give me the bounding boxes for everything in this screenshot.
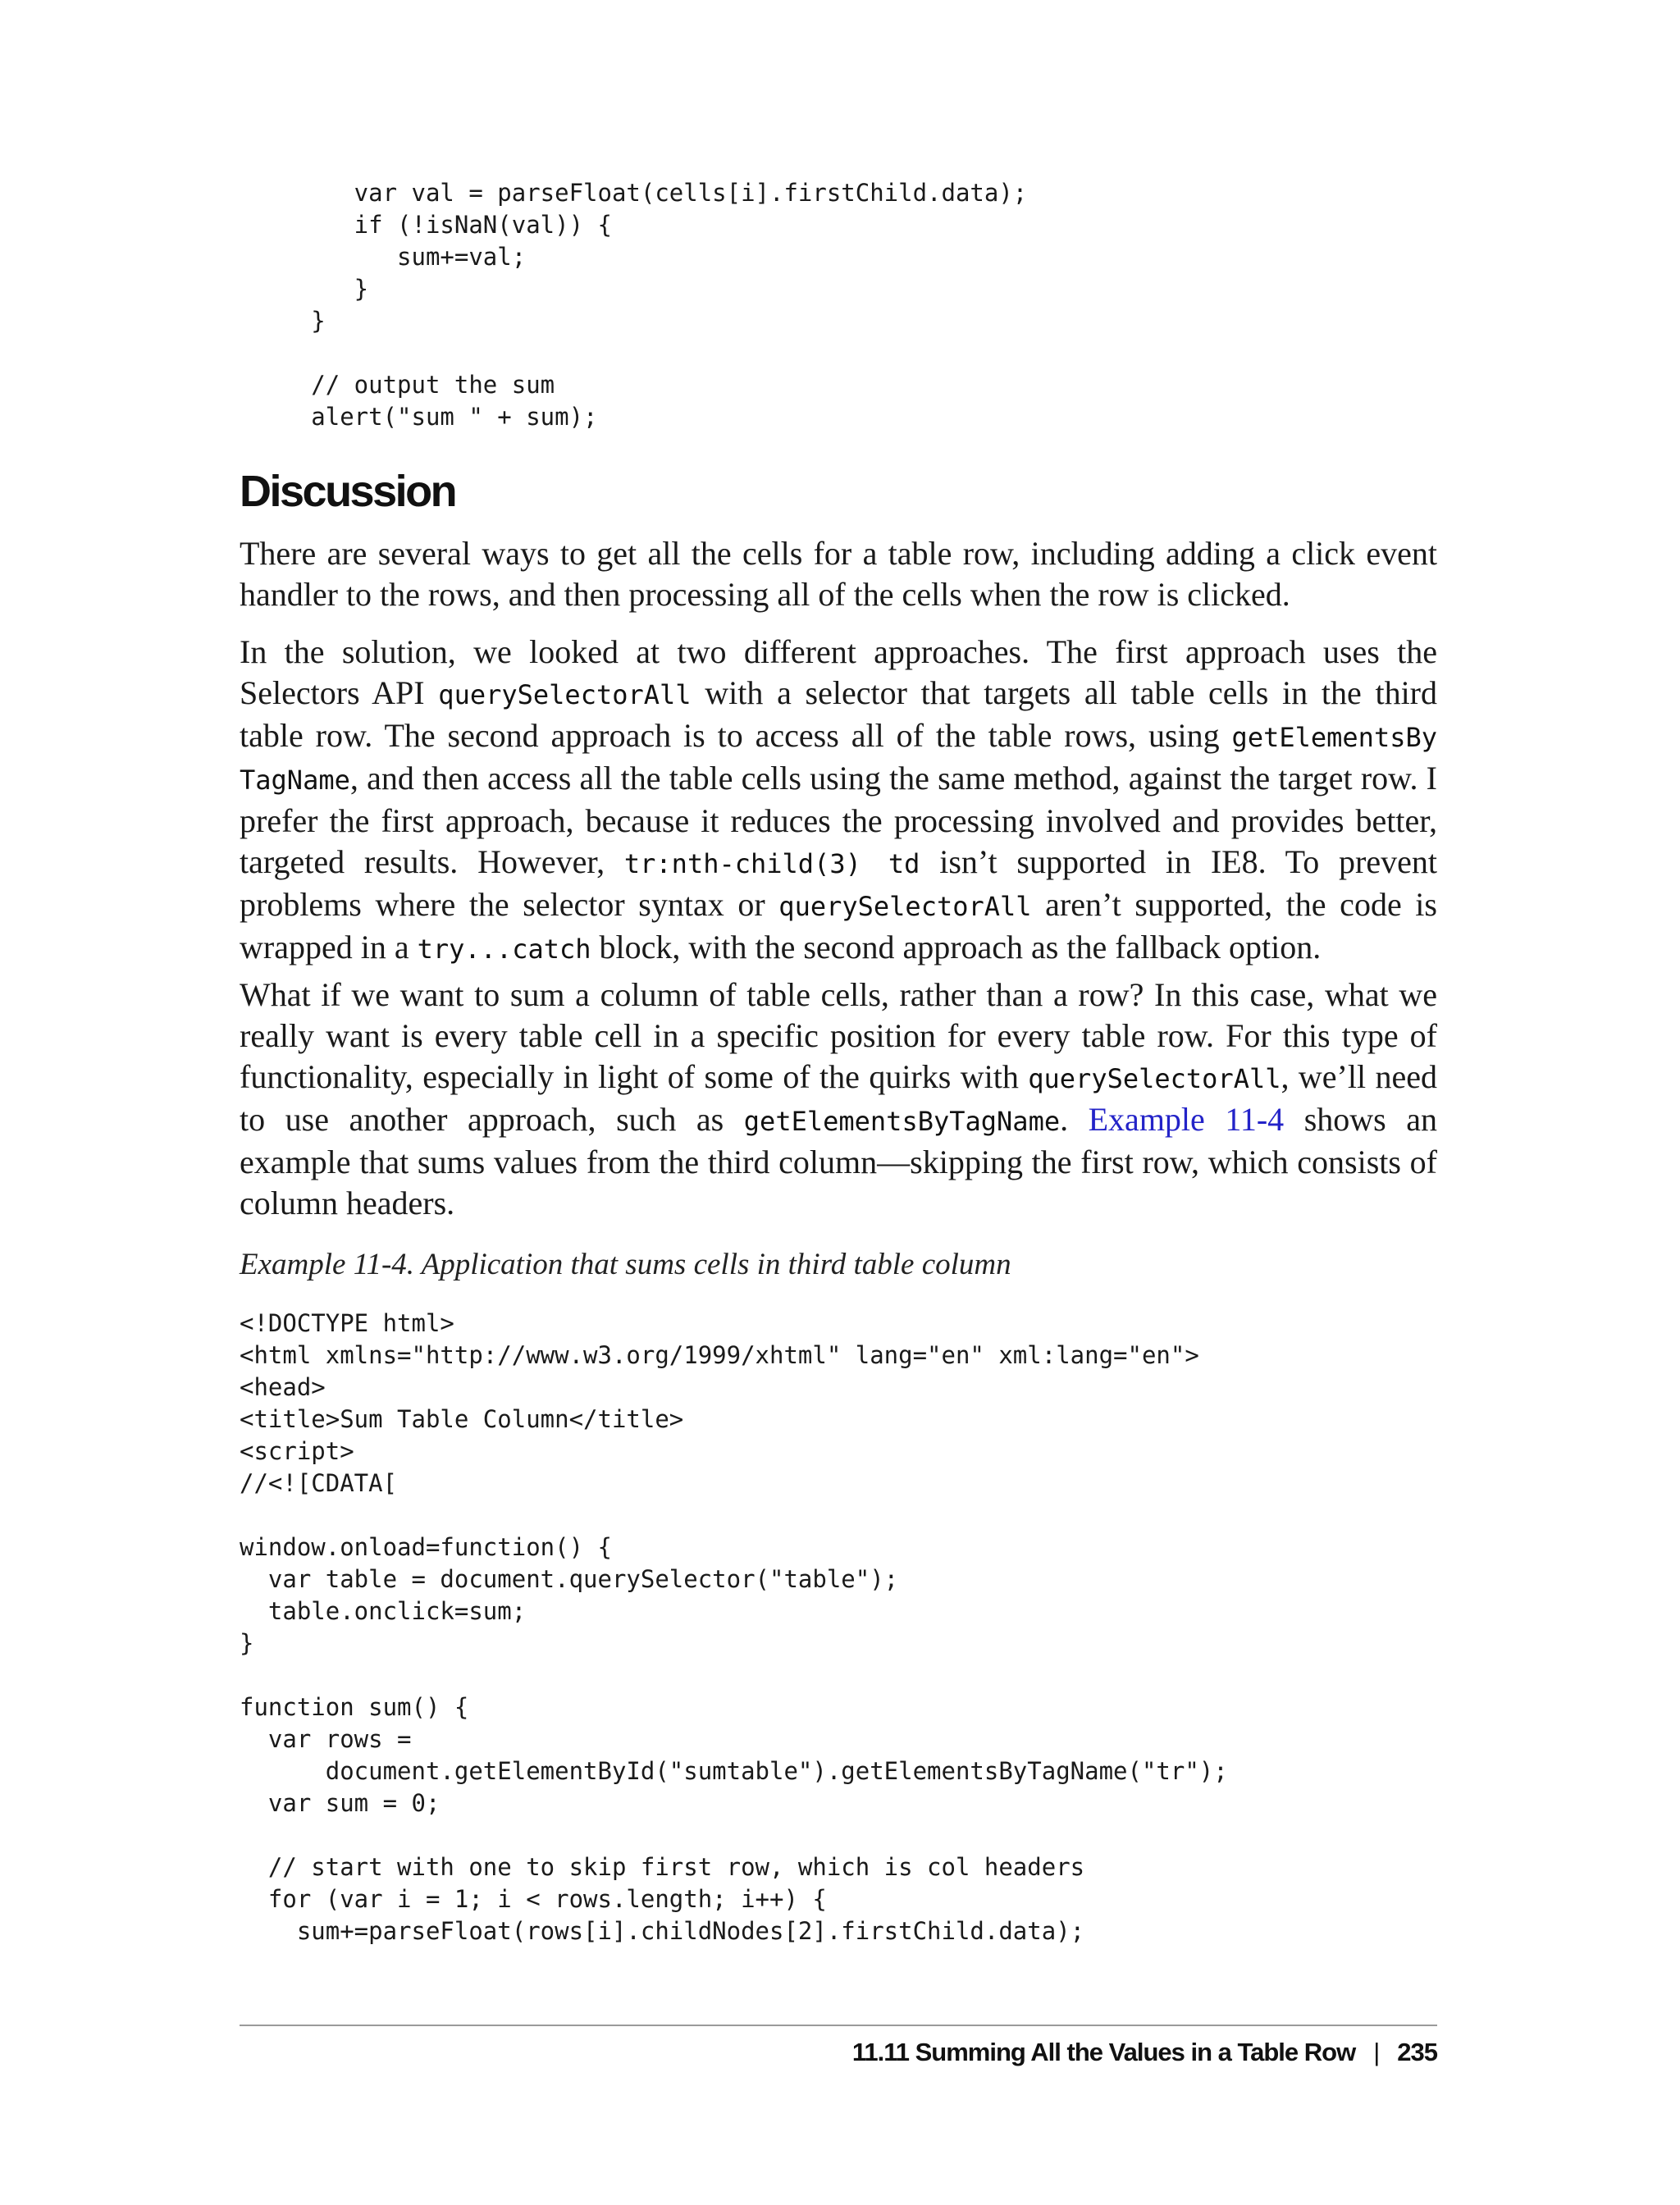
paragraph-3 [240, 975, 1437, 1224]
code-listing-bottom: <!DOCTYPE html> <html xmlns="http://www.w3.org/1999/xhtml" lang="en" xml:lang="en"> <head> <title>Sum Table Column</title> <script> //<![CDATA[ window.onload=function() { var table = document.querySelector("table"); table.onclick=sum; } function sum() { var rows = document.getElementById("sumtable").getElementsByTagName("tr"); var sum = 0; // start with one to skip first row, which is col headers for (var i = 1; i < rows.length; i++) { sum+=parseFloat(rows[i].childNodes[2].firstChild.data); [240, 1309, 1228, 1945]
footer-separator: | [1373, 2038, 1380, 2066]
text-run: shows an example that sums values from the third column—skipping the first row, which consists of column headers. [240, 1101, 1438, 1221]
text-run: In the solution, we looked at two different approaches. The first approach uses the Selectors API [240, 633, 1437, 711]
code-listing-top: var val = parseFloat(cells[i].firstChild.data); if (!isNaN(val)) { sum+=val; } } // output the sum alert("sum " + sum); [311, 179, 1028, 431]
text-run: , and then access all the table cells using the same method, against the target row. I prefer the first approach, because it reduces the processing involved and provides better, targeted results. However, [240, 760, 1437, 880]
page-footer [852, 2038, 1437, 2067]
inline-code: getElementsBy​TagName [240, 722, 1437, 796]
footer-rule [240, 2025, 1437, 2026]
text-run: isn’t supported in IE8. To prevent problems where the selector syntax or [240, 843, 1437, 923]
footer-section-title: 11.11 Summing All the Values in a Table Row [851, 2038, 1356, 2066]
text-run: with a selector that targets all table cells in the third table row. The second approach is to access all of the table rows, using [240, 674, 1437, 754]
text-run: , we’ll need to use another approach, such as [240, 1058, 1437, 1138]
text-run: block, with the second approach as the fallback option. [591, 929, 1322, 966]
section-heading: Discussion [240, 467, 456, 516]
inline-code: try...catch [417, 934, 591, 965]
inline-code: querySelectorAll [778, 891, 1032, 922]
paragraph-1: There are several ways to get all the cells for a table row, including adding a click event handler to the rows, and then processing all of the cells when the row is clicked. [240, 535, 1437, 613]
inline-code: querySelectorAll [1028, 1063, 1281, 1094]
inline-code: querySelectorAll [438, 679, 692, 710]
paragraph-2 [240, 632, 1437, 970]
text-run: What if we want to sum a column of table cells, rather than a row? In this case, what we really want is every table cell in a specific position for every table row. For this type of functionality, especially in light of some of the quirks with [240, 976, 1437, 1095]
text-run: aren’t supported, the code is wrapped in a [240, 886, 1437, 966]
example-caption: Example 11-4. Application that sums cells in third table column [240, 1248, 1011, 1281]
page-number: 235 [1397, 2038, 1437, 2066]
text-run: . [1060, 1101, 1089, 1138]
example-link[interactable]: Example 11-4 [1088, 1101, 1285, 1138]
inline-code: getElementsByTagName [743, 1106, 1061, 1137]
inline-code: tr:nth-child(3) td [623, 848, 920, 879]
